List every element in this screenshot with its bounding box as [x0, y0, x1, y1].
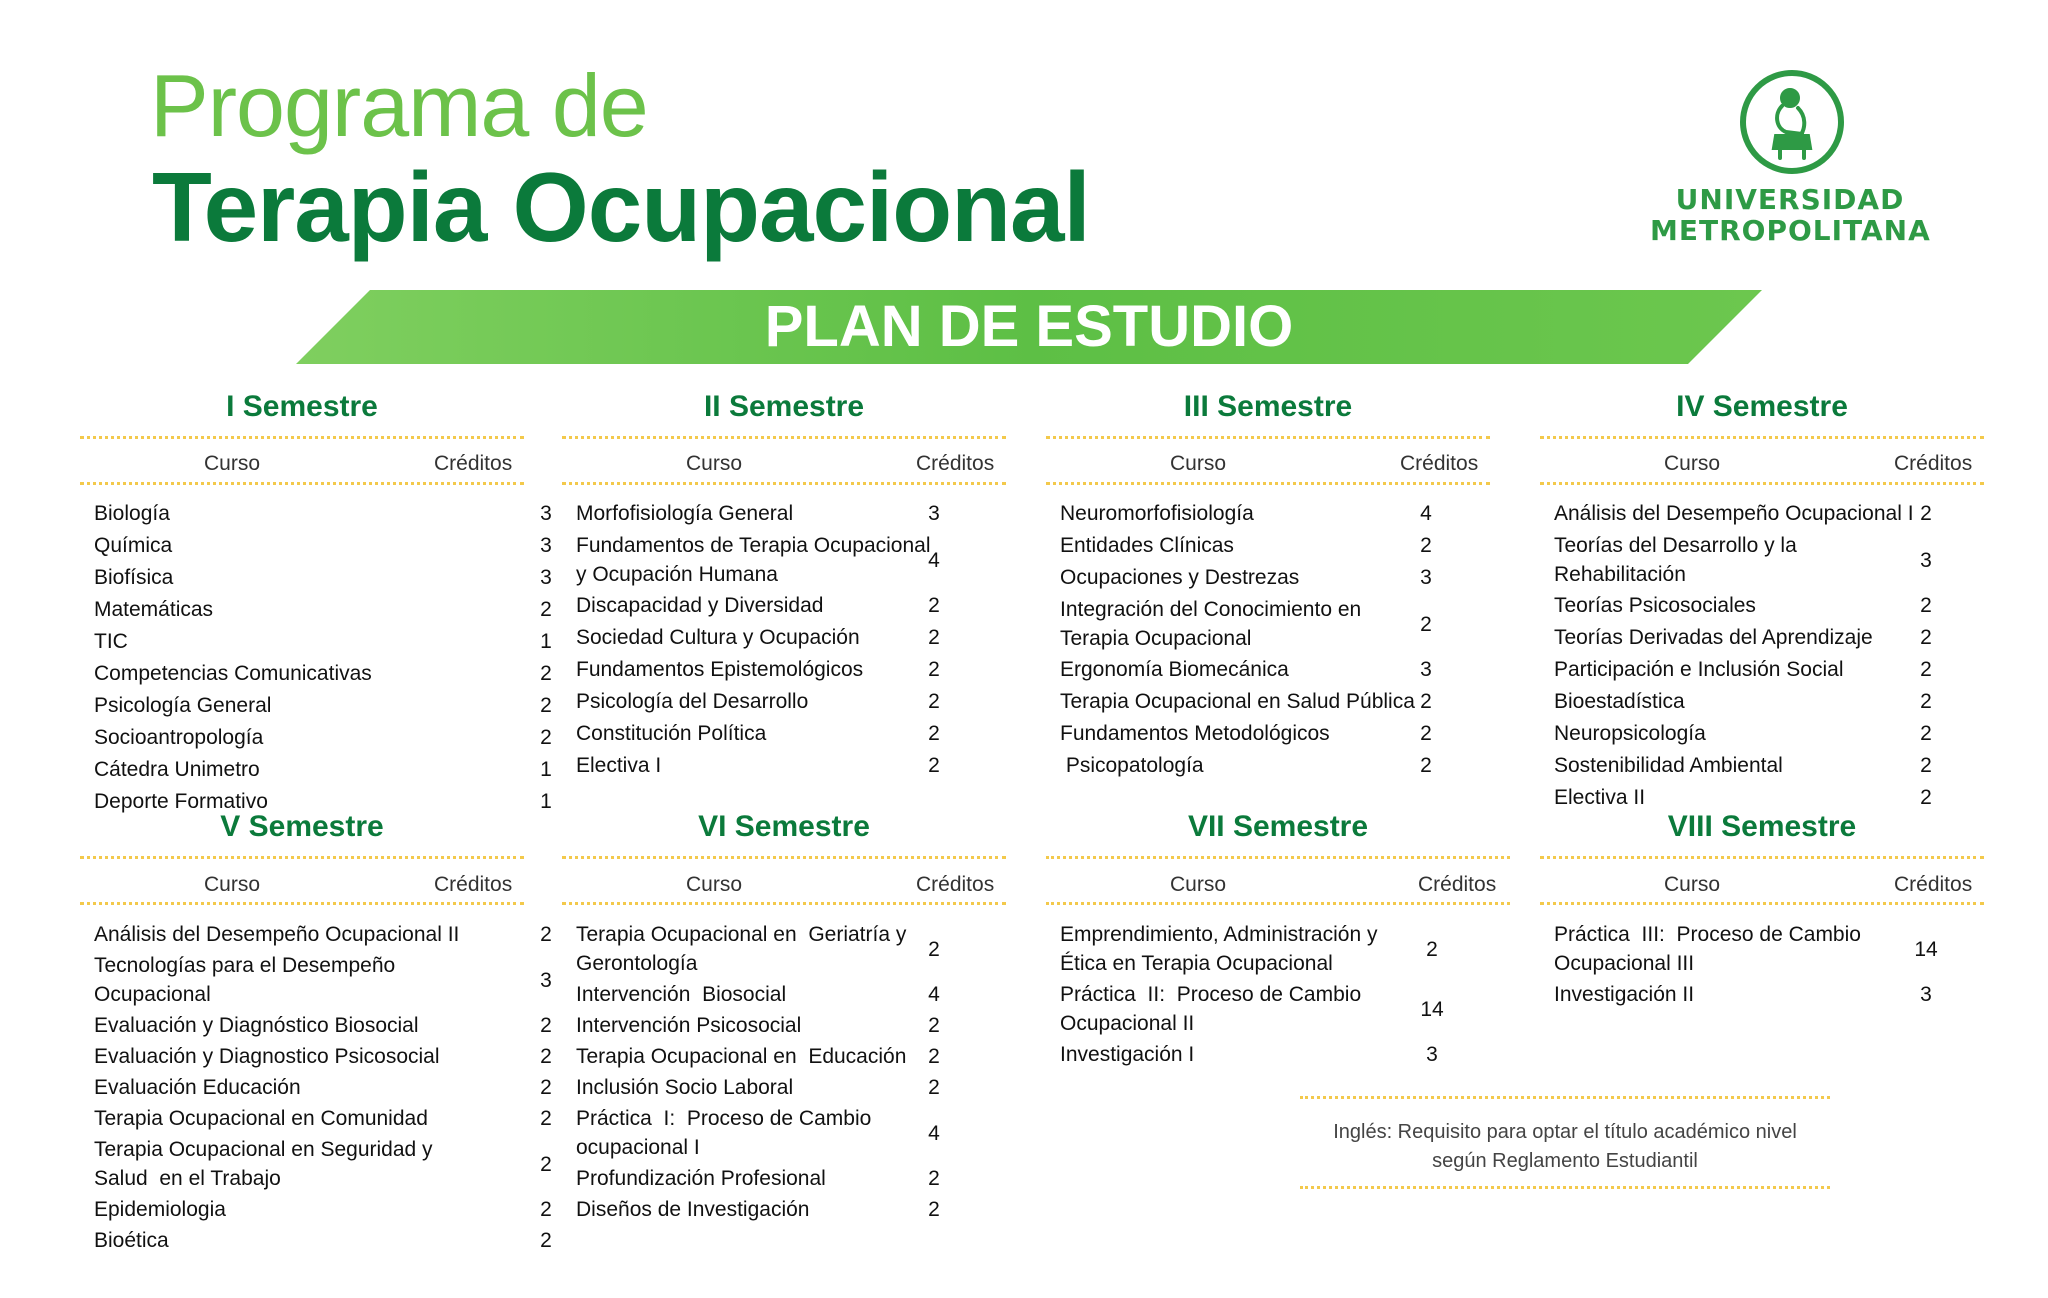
course-column-header: Curso — [686, 873, 743, 896]
course-name-line: Práctica III: Proceso de Cambio — [1554, 923, 1861, 946]
english-requirement-note — [1300, 1096, 1830, 1188]
dotted-divider — [1046, 902, 1510, 905]
course-name — [576, 499, 793, 528]
course-name — [94, 1135, 433, 1193]
course-name — [576, 1073, 793, 1102]
course-name-line: Sostenibilidad Ambiental — [1554, 754, 1783, 777]
course-name — [1060, 980, 1361, 1038]
semester-block — [80, 810, 552, 1252]
course-name — [576, 687, 808, 716]
course-name — [576, 920, 906, 978]
course-name — [1060, 595, 1361, 653]
course-credits: 2 — [1920, 594, 1932, 617]
course-name-line: Epidemiologia — [94, 1198, 226, 1221]
course-name — [576, 751, 661, 780]
course-name — [1060, 1040, 1194, 1069]
university-logo — [1650, 66, 1930, 256]
dotted-divider — [562, 856, 1006, 859]
course-name-line: Evaluación y Diagnóstico Biosocial — [94, 1014, 419, 1037]
semester-title: II Semestre — [703, 390, 865, 423]
course-name-line: Entidades Clínicas — [1060, 534, 1234, 557]
course-credits: 3 — [540, 502, 552, 525]
course-name — [1060, 531, 1234, 560]
course-name — [94, 531, 172, 560]
credits-column-header: Créditos — [916, 452, 995, 475]
course-credits: 3 — [1420, 566, 1432, 589]
semester-block — [562, 390, 1006, 810]
course-credits: 2 — [1426, 937, 1438, 961]
dotted-divider — [1046, 482, 1490, 485]
course-credits: 4 — [1420, 502, 1432, 525]
course-name-line: Química — [94, 534, 173, 557]
course-name — [1554, 751, 1783, 780]
course-name-line: Terapia Ocupacional en Salud Pública — [1060, 690, 1415, 713]
course-name-line: Ocupacional III — [1554, 952, 1695, 975]
course-name — [1060, 751, 1204, 780]
semester-block — [80, 390, 552, 813]
dotted-divider — [562, 436, 1006, 439]
course-name-line: Intervención Biosocial — [576, 983, 787, 1006]
semester-title: VII Semestre — [1187, 810, 1369, 843]
course-name-line: Integración del Conocimiento en — [1060, 598, 1362, 621]
course-name-line: Psicopatología — [1060, 754, 1204, 777]
course-credits: 1 — [540, 630, 552, 653]
course-credits: 3 — [1920, 983, 1932, 1006]
course-credits: 1 — [540, 790, 552, 813]
course-name — [576, 980, 786, 1009]
course-name-line: Matemáticas — [94, 598, 214, 621]
course-name-line: Análisis del Desempeño Ocupacional II — [94, 923, 460, 946]
course-name — [1060, 687, 1415, 716]
course-credits: 2 — [1920, 690, 1932, 713]
course-name — [576, 591, 823, 620]
logo-text-line1: UNIVERSIDAD — [1675, 183, 1905, 216]
course-credits: 2 — [928, 937, 940, 961]
course-name-line: Ocupacional — [94, 983, 211, 1006]
course-column-header: Curso — [204, 873, 261, 896]
dotted-divider — [1540, 856, 1984, 859]
course-credits: 4 — [928, 1121, 940, 1145]
course-name-line: Práctica I: Proceso de Cambio — [576, 1107, 872, 1130]
course-name — [1554, 531, 1797, 589]
course-name-line: Bioestadística — [1554, 690, 1685, 713]
course-credits: 2 — [1920, 626, 1932, 649]
dotted-divider — [1540, 482, 1984, 485]
course-column-header: Curso — [1664, 873, 1721, 896]
course-credits: 2 — [928, 1014, 940, 1037]
course-name-line: Tecnologías para el Desempeño — [94, 954, 396, 977]
semester-title: VIII Semestre — [1667, 810, 1857, 843]
course-name — [1554, 783, 1645, 812]
course-credits: 2 — [928, 1045, 940, 1068]
course-name — [1554, 655, 1844, 684]
course-name-line: Psicología del Desarrollo — [576, 690, 809, 713]
course-credits: 2 — [1920, 722, 1932, 745]
course-credits: 4 — [928, 548, 940, 572]
dotted-divider — [1046, 856, 1510, 859]
course-credits: 2 — [1420, 612, 1432, 636]
course-name-line: Emprendimiento, Administración y — [1060, 923, 1378, 946]
course-name-line: Constitución Política — [576, 722, 767, 745]
course-name — [94, 1104, 428, 1133]
semester-title: VI Semestre — [698, 810, 870, 843]
course-credits: 2 — [540, 662, 552, 685]
note-line2: según Reglamento Estudiantil — [1432, 1150, 1698, 1172]
course-credits: 2 — [1920, 502, 1932, 525]
course-credits: 2 — [1920, 658, 1932, 681]
dotted-divider — [1046, 436, 1490, 439]
dotted-divider — [562, 902, 1006, 905]
semester-title: I Semestre — [226, 390, 378, 423]
credits-column-header: Créditos — [1894, 452, 1973, 475]
course-credits: 2 — [928, 690, 940, 713]
course-name-line: Participación e Inclusión Social — [1554, 658, 1844, 681]
course-credits: 2 — [928, 626, 940, 649]
course-credits: 2 — [540, 1198, 552, 1221]
course-credits: 3 — [1920, 548, 1932, 572]
course-name — [576, 719, 766, 748]
course-credits: 14 — [1420, 997, 1444, 1021]
course-credits: 2 — [928, 658, 940, 681]
dotted-divider — [1540, 902, 1984, 905]
course-name-line: Terapia Ocupacional en Comunidad — [94, 1107, 428, 1130]
thinker-statue-icon — [1740, 70, 1844, 174]
course-name — [1060, 655, 1289, 684]
course-name — [576, 623, 860, 652]
course-name — [94, 563, 173, 592]
course-name-line: Electiva I — [576, 754, 662, 777]
course-credits: 3 — [540, 534, 552, 557]
course-name — [94, 595, 213, 624]
course-credits: 3 — [1426, 1043, 1438, 1066]
course-name — [576, 1164, 826, 1193]
course-column-header: Curso — [686, 452, 743, 475]
course-credits: 2 — [540, 1014, 552, 1037]
course-name-line: Gerontología — [576, 952, 698, 975]
course-credits: 2 — [928, 722, 940, 745]
course-name — [94, 659, 372, 688]
course-name-line: Ocupaciones y Destrezas — [1060, 566, 1300, 589]
course-name-line: Investigación I — [1060, 1043, 1195, 1066]
credits-column-header: Créditos — [434, 873, 513, 896]
course-credits: 14 — [1914, 937, 1938, 961]
course-name — [94, 755, 260, 784]
dotted-divider — [80, 482, 524, 485]
course-name-line: Investigación II — [1554, 983, 1695, 1006]
course-credits: 1 — [540, 758, 552, 781]
course-name — [1060, 563, 1299, 592]
course-name — [1554, 687, 1685, 716]
course-name — [1554, 499, 1914, 528]
course-name — [1060, 920, 1377, 978]
course-credits: 2 — [1420, 534, 1432, 557]
dotted-divider — [80, 902, 524, 905]
course-name — [576, 1042, 906, 1071]
credits-column-header: Créditos — [1418, 873, 1497, 896]
course-name-line: Práctica II: Proceso de Cambio — [1060, 983, 1362, 1006]
course-name-line: Cátedra Unimetro — [94, 758, 260, 781]
course-name — [94, 920, 459, 949]
logo-text-line2: METROPOLITANA — [1650, 214, 1931, 247]
course-name-line: Análisis del Desempeño Ocupacional I — [1554, 502, 1914, 525]
dotted-divider — [562, 482, 1006, 485]
course-name — [94, 1226, 169, 1255]
course-name-line: Psicología General — [94, 694, 272, 717]
course-name — [94, 1042, 440, 1071]
course-name-line: Fundamentos Epistemológicos — [576, 658, 864, 681]
semester-title: III Semestre — [1183, 390, 1353, 423]
course-name-line: Neuropsicología — [1554, 722, 1706, 745]
course-name — [94, 723, 263, 752]
course-credits: 2 — [540, 726, 552, 749]
course-name-line: Inclusión Socio Laboral — [576, 1076, 794, 1099]
course-name — [1554, 719, 1706, 748]
course-name-line: Morfofisiología General — [576, 502, 794, 525]
course-name-line: Evaluación Educación — [94, 1076, 301, 1099]
course-credits: 2 — [1420, 722, 1432, 745]
course-credits: 2 — [540, 1229, 552, 1252]
course-credits: 2 — [928, 1198, 940, 1221]
course-credits: 4 — [928, 983, 940, 1006]
course-name — [576, 655, 863, 684]
course-name-line: Discapacidad y Diversidad — [576, 594, 824, 617]
course-name-line: Teorías del Desarrollo y la — [1554, 534, 1797, 557]
course-credits: 2 — [540, 598, 552, 621]
course-credits: 2 — [928, 1167, 940, 1190]
course-credits: 2 — [540, 923, 552, 946]
course-name-line: Socioantropología — [94, 726, 264, 749]
course-name — [94, 1011, 419, 1040]
course-name-line: Evaluación y Diagnostico Psicosocial — [94, 1045, 440, 1068]
course-name — [1554, 920, 1861, 978]
dotted-divider — [80, 436, 524, 439]
course-name — [576, 531, 931, 589]
course-name-line: Bioética — [94, 1229, 169, 1252]
credits-column-header: Créditos — [1894, 873, 1973, 896]
course-name — [94, 1073, 301, 1102]
course-name-line: Ergonomía Biomecánica — [1060, 658, 1289, 681]
course-name — [1060, 499, 1254, 528]
course-credits: 2 — [540, 694, 552, 717]
course-credits: 3 — [540, 566, 552, 589]
course-name-line: Neuromorfofisiología — [1060, 502, 1254, 525]
course-credits: 3 — [1420, 658, 1432, 681]
course-credits: 2 — [1420, 690, 1432, 713]
course-name-line: Competencias Comunicativas — [94, 662, 372, 685]
course-credits: 2 — [540, 1107, 552, 1130]
course-credits: 2 — [928, 754, 940, 777]
course-name-line: Fundamentos Metodológicos — [1060, 722, 1330, 745]
semester-block — [1540, 390, 1984, 810]
course-name-line: Terapia Ocupacional en Educación — [576, 1045, 907, 1068]
course-name-line: Profundización Profesional — [576, 1167, 826, 1190]
course-name-line: Rehabilitación — [1554, 563, 1686, 586]
course-name-line: Teorías Psicosociales — [1554, 594, 1756, 617]
course-name-line: Electiva II — [1554, 786, 1646, 809]
course-credits: 2 — [1920, 754, 1932, 777]
course-name-line: TIC — [94, 630, 128, 653]
course-name-line: ocupacional I — [576, 1136, 700, 1159]
course-name — [1060, 719, 1330, 748]
course-name-line: Terapia Ocupacional en Seguridad y — [94, 1138, 433, 1161]
course-name-line: Intervención Psicosocial — [576, 1014, 802, 1037]
semester-title: IV Semestre — [1676, 390, 1848, 423]
course-name — [576, 1104, 871, 1162]
course-name — [94, 1195, 226, 1224]
course-credits: 2 — [540, 1076, 552, 1099]
course-name-line: Terapia Ocupacional — [1060, 627, 1252, 650]
course-credits: 3 — [928, 502, 940, 525]
course-name-line: Salud en el Trabajo — [94, 1167, 281, 1190]
course-name-line: Diseños de Investigación — [576, 1198, 810, 1221]
course-column-header: Curso — [204, 452, 261, 475]
course-column-header: Curso — [1170, 452, 1227, 475]
course-credits: 3 — [540, 968, 552, 992]
plan-banner — [296, 290, 1762, 364]
course-name-line: Deporte Formativo — [94, 790, 268, 813]
course-name-line: Teorías Derivadas del Aprendizaje — [1554, 626, 1873, 649]
course-name — [94, 691, 271, 720]
course-credits: 2 — [1420, 754, 1432, 777]
credits-column-header: Créditos — [434, 452, 513, 475]
course-name-line: Ocupacional II — [1060, 1012, 1195, 1035]
course-name — [94, 499, 170, 528]
course-credits: 2 — [928, 1076, 940, 1099]
semester-title: V Semestre — [220, 810, 384, 843]
course-column-header: Curso — [1664, 452, 1721, 475]
course-name-line: Fundamentos de Terapia Ocupacional — [576, 534, 931, 557]
semester-block — [1046, 390, 1490, 810]
course-credits: 2 — [1920, 786, 1932, 809]
banner-title: PLAN DE ESTUDIO — [764, 294, 1294, 359]
course-name-line: Biología — [94, 502, 170, 525]
course-name — [94, 627, 128, 656]
course-name — [576, 1195, 809, 1224]
course-name — [1554, 980, 1694, 1009]
course-name — [1554, 623, 1873, 652]
course-credits: 2 — [540, 1152, 552, 1176]
note-line1: Inglés: Requisito para optar el título académico nivel — [1333, 1121, 1797, 1143]
dotted-divider — [1540, 436, 1984, 439]
course-column-header: Curso — [1170, 873, 1227, 896]
credits-column-header: Créditos — [1400, 452, 1479, 475]
course-name-line: Terapia Ocupacional en Geriatría y — [576, 923, 907, 946]
credits-column-header: Créditos — [916, 873, 995, 896]
course-name-line: Ética en Terapia Ocupacional — [1060, 952, 1333, 975]
program-title-line1: Programa de — [150, 56, 648, 155]
course-name — [576, 1011, 801, 1040]
course-name-line: Sociedad Cultura y Ocupación — [576, 626, 860, 649]
semester-block — [562, 810, 1006, 1230]
course-credits: 2 — [540, 1045, 552, 1068]
course-credits: 2 — [928, 594, 940, 617]
program-title-line2: Terapia Ocupacional — [152, 152, 1090, 262]
course-name — [94, 951, 395, 1009]
dotted-divider — [80, 856, 524, 859]
course-name-line: Biofísica — [94, 566, 174, 589]
course-name-line: y Ocupación Humana — [576, 563, 778, 586]
course-name — [1554, 591, 1756, 620]
